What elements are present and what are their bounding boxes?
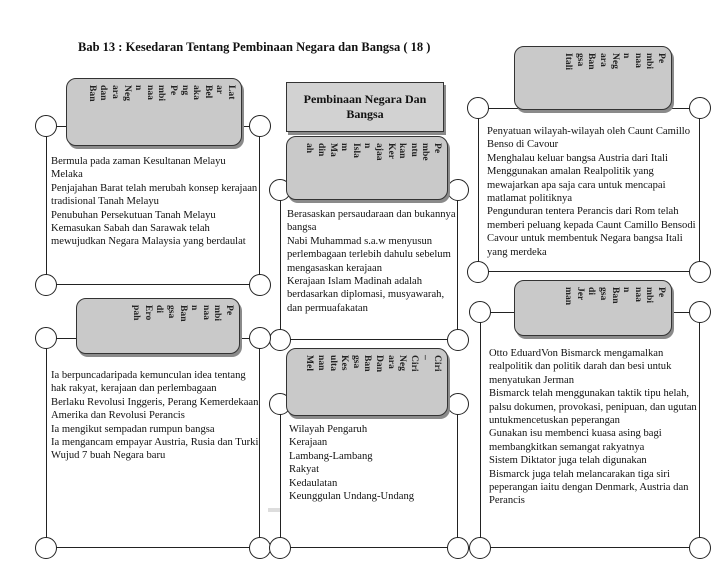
tab-label-line: Ban — [86, 85, 98, 102]
tab-label-line: ng — [179, 85, 191, 96]
list-item: Gunakan isu membenci kuasa asing bagi membangkitkan semangat rakyatnya — [489, 428, 665, 453]
tab-label-line: Neg — [609, 53, 621, 69]
tab-label-line: di — [586, 287, 598, 296]
tab-label-line: Jer — [574, 287, 586, 301]
tab-label-line: dan — [98, 85, 110, 101]
latar-belakang-card — [46, 126, 260, 285]
tab-label-line: ara — [598, 53, 610, 67]
tab-label-line: ntu — [408, 143, 420, 157]
tab-label-line: mbi — [644, 287, 656, 303]
tab-label-line: man — [563, 287, 575, 306]
tab-label-line: Pe — [168, 85, 180, 96]
tab-label-line: ara — [110, 85, 122, 99]
tab-label-line: Lat — [226, 85, 237, 100]
divider — [268, 508, 280, 512]
tab-label-line: Ban — [609, 287, 621, 304]
tab-label-line: aka — [191, 85, 203, 100]
list-item: Berasaskan persaudaraan dan bukannya bangsa — [287, 209, 459, 234]
tab-label-line: n — [133, 85, 145, 91]
tab-label-line: Pe — [656, 53, 667, 64]
list-item: Ia mengikut sempadan rumpun bangsa — [51, 423, 215, 435]
ciri-tab-label — [304, 355, 443, 372]
list-item: Kerajaan — [289, 437, 328, 449]
tab-label-line: Ciri — [408, 355, 420, 372]
ciri-card — [280, 404, 458, 548]
itali-tab — [514, 46, 672, 110]
tab-label-line: Kes — [339, 355, 351, 371]
jerman-tab — [514, 280, 672, 336]
tab-label-line: di — [154, 305, 166, 314]
itali-list — [487, 125, 699, 259]
tab-label-line: Bel — [202, 85, 214, 99]
tab-label-line: mbi — [212, 305, 224, 321]
tab-label-line: Mel — [304, 355, 316, 371]
islam-card — [280, 190, 458, 340]
latar-belakang-tab — [66, 78, 242, 146]
tab-label-line: Isla — [350, 143, 362, 158]
tab-label-line: ara — [385, 355, 397, 369]
list-item: Bismarck telah menggunakan taktik tipu helah, palsu dokumen, provokasi, penipuan, dan ugutan untukmencetuskan peperangan — [489, 388, 700, 427]
list-item: Menggunakan amalan Realpolitik yang mewajarkan apa saja cara untuk mencapai matlamat politiknya — [487, 166, 669, 205]
tab-label-line: Ker — [385, 143, 397, 159]
list-item: Ia mengancam empayar Austria, Rusia dan Turki — [51, 437, 259, 449]
latar-belakang-list — [51, 155, 259, 249]
tab-label-line: naa — [632, 287, 644, 302]
list-item: Pengunduran tentera Perancis dari Rom telah memberi peluang kepada Caunt Camillo Bensodi Cavour untuk membentuk Negara bangsa Itali yang merdeka — [487, 206, 699, 258]
list-item: Sistem Diktator juga telah digunakan — [489, 455, 647, 467]
jerman-list — [489, 347, 699, 508]
tab-label-line: Ban — [586, 53, 598, 70]
list-item: Penjajahan Barat telah merubah konsep kerajaan tradisional Tanah Melayu — [51, 182, 260, 208]
tab-label-line: nan — [316, 355, 328, 371]
tab-label-line: mbe — [420, 143, 432, 161]
tab-label-line: Ban — [177, 305, 189, 322]
itali-card — [478, 108, 700, 272]
list-item: Ia berpuncadaripada kemunculan idea tentang hak rakyat, kerajaan dan perlembagaan — [51, 370, 249, 395]
tab-label-line: din — [316, 143, 328, 157]
tab-label-line: gsa — [598, 287, 610, 301]
eropah-list — [51, 369, 259, 463]
jerman-tab-label — [563, 287, 667, 305]
list-item: Wilayah Pengaruh — [289, 424, 368, 435]
tab-label-line: naa — [200, 305, 212, 320]
tab-label-line: mbi — [156, 85, 168, 101]
list-item: Penubuhan Persekutuan Tanah Melayu — [51, 209, 216, 221]
list-item: Keunggulan Undang-Undang — [289, 491, 415, 503]
tab-label-line: n — [621, 53, 633, 59]
islam-tab-label — [304, 143, 443, 161]
tab-label-line: Dan — [374, 355, 386, 373]
ciri-tab — [286, 348, 448, 416]
tab-label-line: gsa — [574, 53, 586, 67]
tab-label-line: naa — [144, 85, 156, 100]
list-item: Bismarck juga telah melancarakan tiga siri peperangan iaitu dengan Denmark, Austria dan Perancis — [489, 468, 692, 507]
tab-label-line: Pe — [656, 287, 667, 298]
tab-label-line: Ero — [142, 305, 154, 321]
tab-label-line: gsa — [350, 355, 362, 369]
tab-label-line: Neg — [397, 355, 409, 371]
list-item: Wujud 7 buah Negara baru — [51, 450, 166, 462]
jerman-card — [480, 312, 700, 548]
tab-label-line: – — [420, 355, 432, 360]
tab-label-line: mbi — [644, 53, 656, 69]
center-title: Pembinaan Negara Dan Bangsa — [286, 82, 444, 132]
tab-label-line: Itali — [563, 53, 575, 71]
list-item: Lambang-Lambang — [289, 450, 373, 462]
eropah-tab-label — [131, 305, 235, 322]
islam-tab — [286, 136, 448, 200]
tab-label-line: n — [189, 305, 201, 311]
list-item: Otto EduardVon Bismarck mengamalkan realpolitik dan politik darah dan besi untuk menyatukan Jerman — [489, 348, 675, 386]
list-item: Kedaulatan — [289, 477, 338, 489]
tab-label-line: kan — [397, 143, 409, 159]
tab-label-line: m — [339, 143, 351, 151]
tab-label-line: Pe — [432, 143, 443, 154]
tab-label-line: n — [362, 143, 374, 149]
tab-label-line: pah — [131, 305, 143, 321]
tab-label-line: Ban — [362, 355, 374, 372]
list-item: Kerajaan Islam Madinah adalah berdasarkan diplomasi, musyawarah, dan permuafakatan — [287, 276, 447, 314]
list-item: Menghalau keluar bangsa Austria dari Itali — [487, 152, 668, 164]
tab-label-line: ajaa — [374, 143, 386, 161]
itali-tab-label — [563, 53, 667, 70]
list-item: Kemasukan Sabah dan Sarawak telah mewujudkan Negara Malaysia yang berdaulat — [51, 223, 246, 248]
tab-label-line: Ciri — [432, 355, 443, 372]
list-item: Rakyat — [289, 464, 320, 476]
tab-label-line: ah — [304, 143, 316, 154]
list-item: Nabi Muhammad s.a.w menyusun perlembagaan terlebih dahulu sebelum mengasaskan kerajaan — [287, 235, 454, 274]
islam-list — [287, 208, 457, 315]
eropah-card — [46, 338, 260, 548]
latar-belakang-tab-label — [86, 85, 237, 102]
tab-label-line: Pe — [224, 305, 235, 316]
tab-label-line: naa — [632, 53, 644, 68]
eropah-tab — [76, 298, 240, 354]
list-item: Penyatuan wilayah-wilayah oleh Caunt Camillo Benso di Cavour — [487, 126, 693, 151]
page-title: Bab 13 : Kesedaran Tentang Pembinaan Negara dan Bangsa ( 18 ) — [78, 40, 431, 54]
tab-label-line: ulta — [327, 355, 339, 371]
list-item: Berlaku Revolusi Inggeris, Perang Kemerdekaan Amerika dan Revolusi Perancis — [51, 396, 261, 422]
tab-label-line: gsa — [166, 305, 178, 319]
tab-label-line: ar — [214, 85, 226, 95]
tab-label-line: n — [621, 287, 633, 293]
tab-label-line: Neg — [121, 85, 133, 101]
ciri-list — [289, 423, 457, 503]
tab-label-line: Ma — [327, 143, 339, 157]
list-item: Bermula pada zaman Kesultanan Melayu Melaka — [51, 156, 229, 181]
